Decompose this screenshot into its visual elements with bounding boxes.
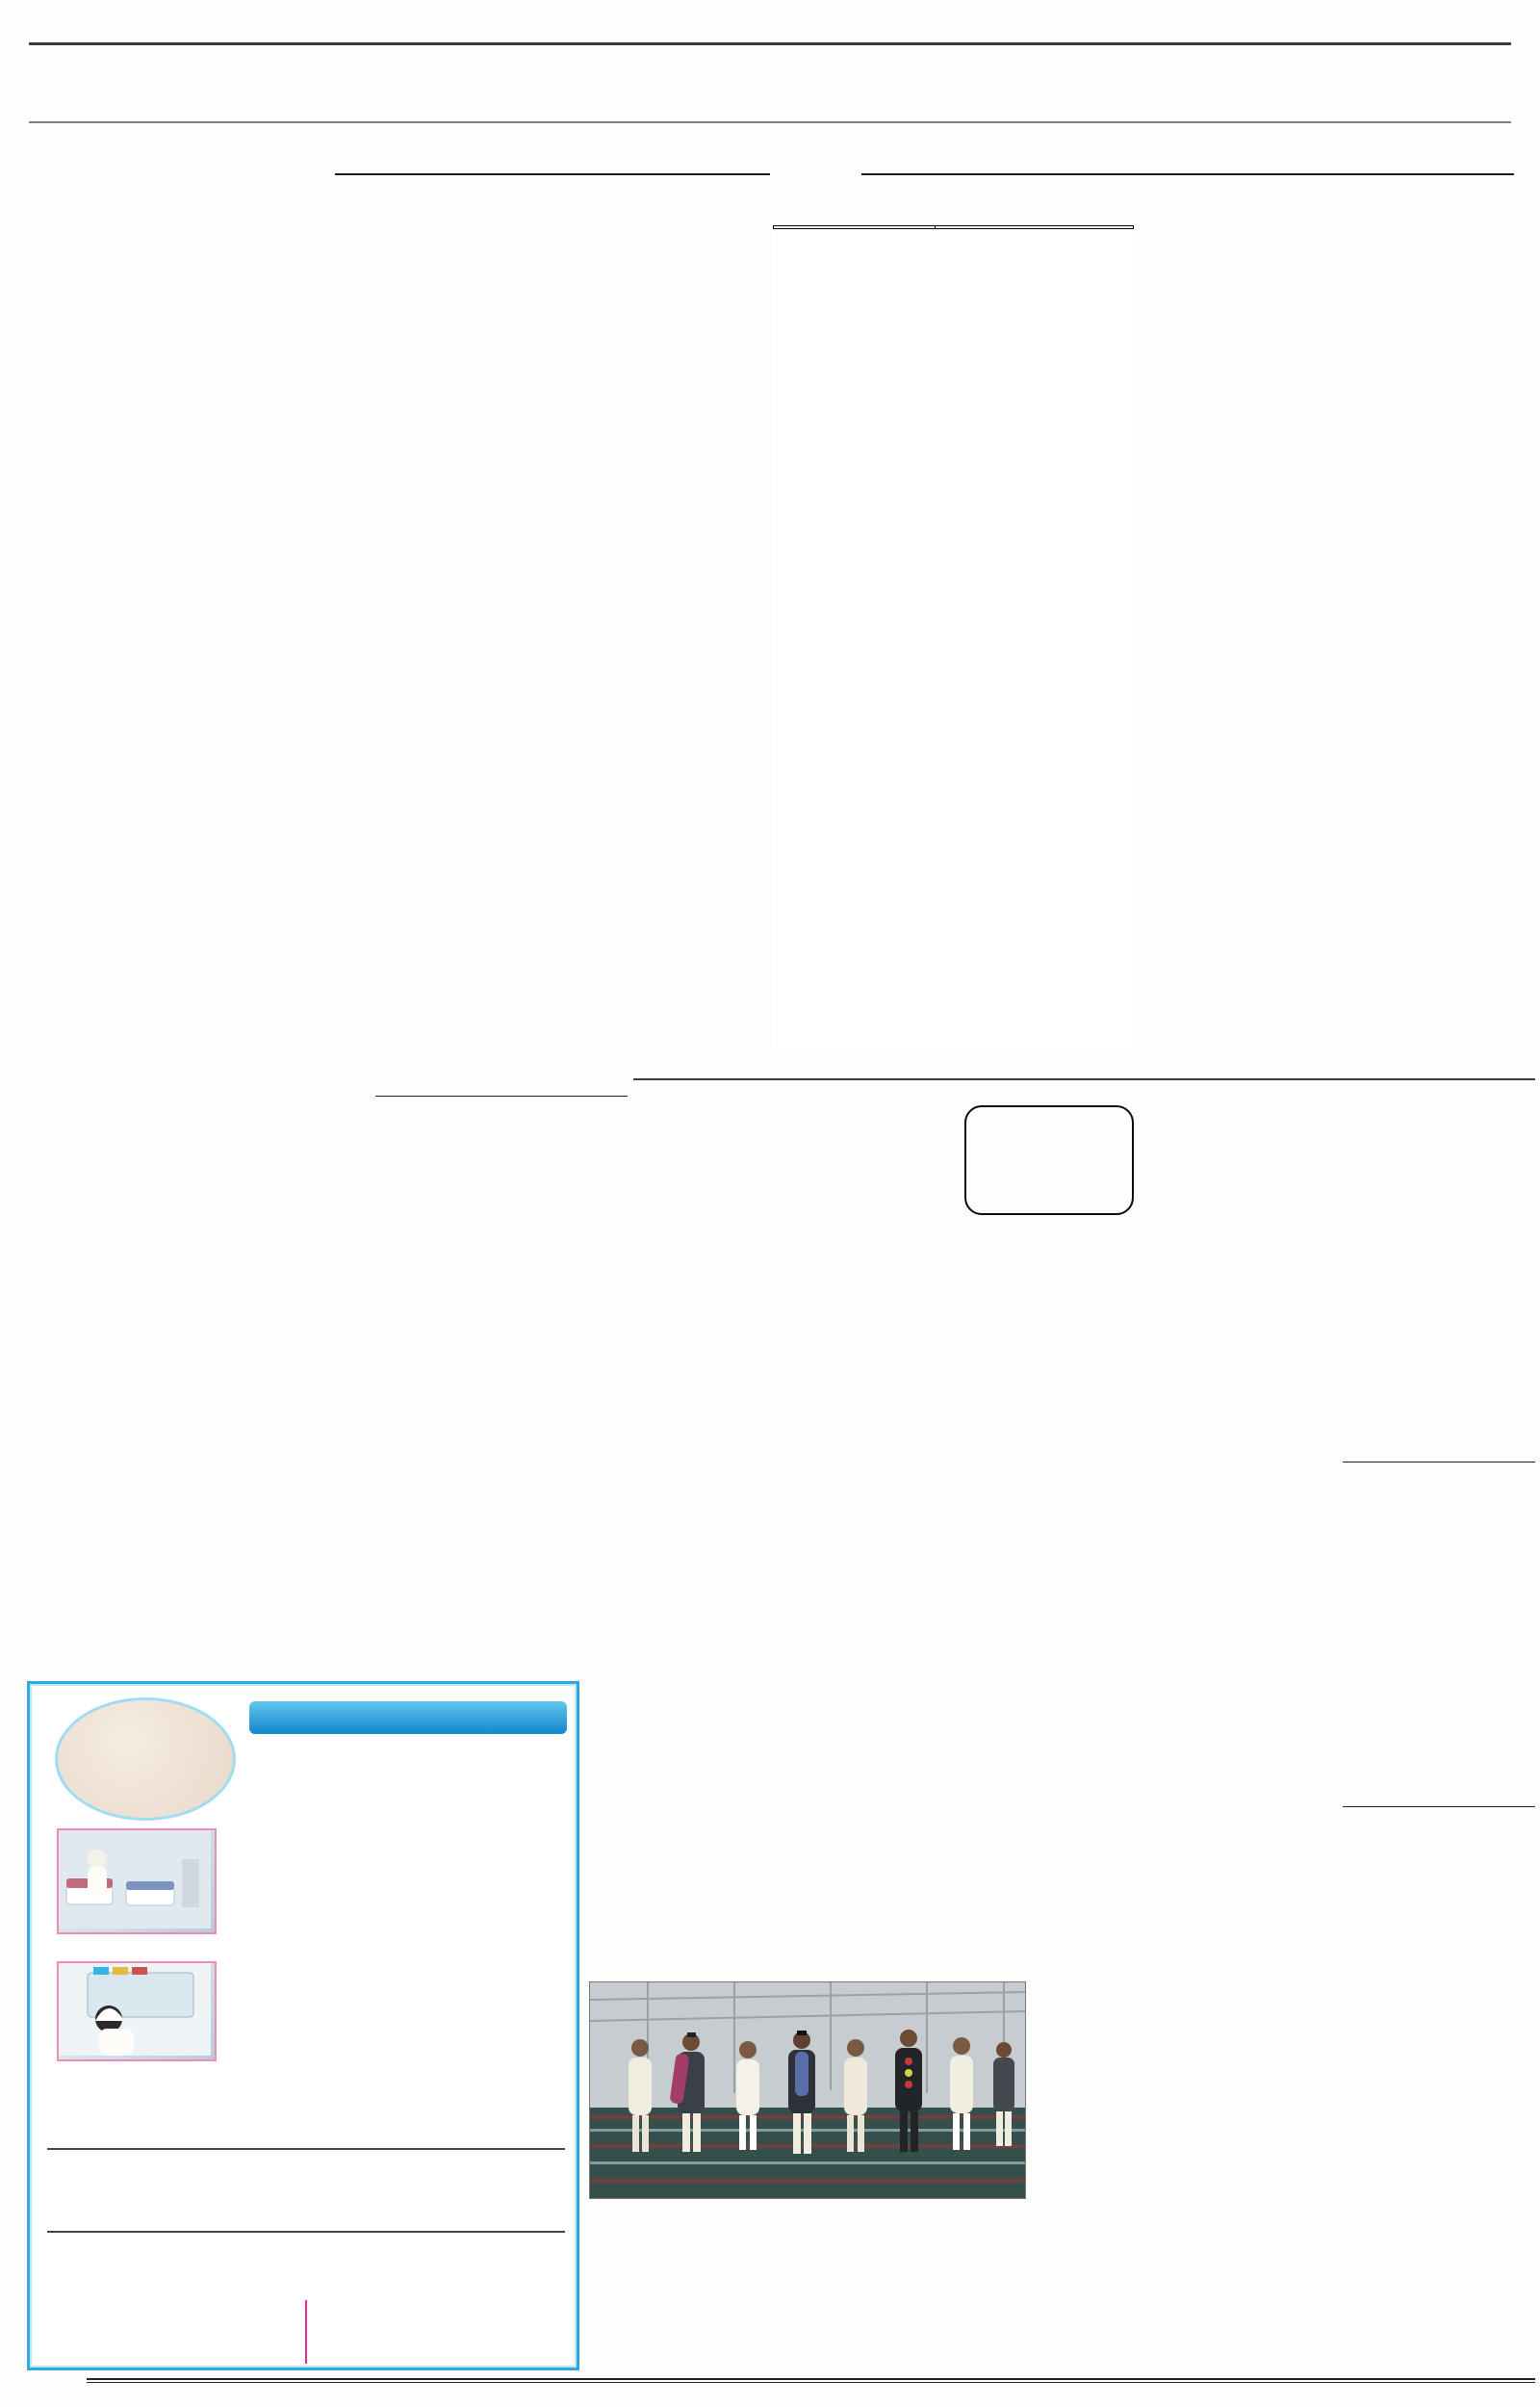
eid-article-col-2 xyxy=(506,1103,628,1673)
top-rule xyxy=(29,42,1511,45)
headline-recovery-sub xyxy=(1343,1371,1535,1396)
headline-chain xyxy=(1143,1115,1535,1155)
headline-quran xyxy=(335,129,770,175)
princess-esra-block xyxy=(39,2300,305,2364)
mid-col-2 xyxy=(795,1090,959,1974)
hospital-ad xyxy=(27,1681,579,2370)
headline-recovery xyxy=(1343,1311,1535,1371)
quran-article-col-2a xyxy=(200,114,370,356)
bottom-rule xyxy=(87,2378,1535,2383)
headline-snake-box xyxy=(964,1105,1134,1215)
ad-department-banner xyxy=(249,1701,567,1734)
mosque-hall-photo-illustration xyxy=(590,1982,1025,2198)
quran-article-col-4 xyxy=(506,185,766,1049)
rb2-text-c xyxy=(1343,1862,1535,2396)
headline-auto xyxy=(1343,1806,1535,1862)
photo-caption-paragraph xyxy=(589,2234,1024,2399)
ad-hospitals-row xyxy=(39,2300,573,2364)
rb2-text-b xyxy=(1343,1517,1535,1806)
budget-table-wrap xyxy=(773,225,1134,1049)
car-dateline xyxy=(1143,1444,1332,1467)
headline-oldcity xyxy=(1343,1462,1535,1517)
rb2-text-a xyxy=(1343,1396,1535,1462)
headline-car xyxy=(1143,1404,1332,1444)
headline-budget xyxy=(861,125,1514,175)
quran-article-col-2b xyxy=(200,506,370,1675)
chain-article-body xyxy=(1143,1159,1535,1306)
quran-article-bold-block xyxy=(200,360,370,503)
medicines-photo xyxy=(55,1697,236,1821)
mid-col-1 xyxy=(633,1090,789,1974)
col-header-dept xyxy=(936,226,1134,229)
col-header-amount xyxy=(774,226,936,229)
budget-table xyxy=(773,225,1134,1049)
rb1-text-b xyxy=(1143,1467,1332,2396)
budget-article-col-1 xyxy=(1141,183,1314,1076)
headline-eid xyxy=(375,1057,628,1097)
ad-divider-2 xyxy=(47,2231,565,2233)
quran-article-col-3 xyxy=(375,185,500,1049)
owaisi-hospital-block xyxy=(307,2300,573,2364)
micu-photo xyxy=(57,1828,217,1934)
right-bottom-col-1 xyxy=(1143,1311,1332,2404)
mid-rule xyxy=(633,1078,1535,1080)
ad-divider-1 xyxy=(47,2148,565,2150)
right-bottom-col-2 xyxy=(1343,1311,1535,2404)
photo-caption xyxy=(589,2203,1024,2228)
ad-symptoms-list xyxy=(230,1821,569,2140)
rb1-text-a xyxy=(1143,1311,1332,1404)
budget-article-col-2 xyxy=(1324,183,1535,1076)
news-photo xyxy=(589,1981,1026,2199)
diagnostics-photo xyxy=(57,1961,217,2061)
eid-article-col-1 xyxy=(375,1103,500,1673)
quran-article-col-1 xyxy=(32,114,195,1675)
